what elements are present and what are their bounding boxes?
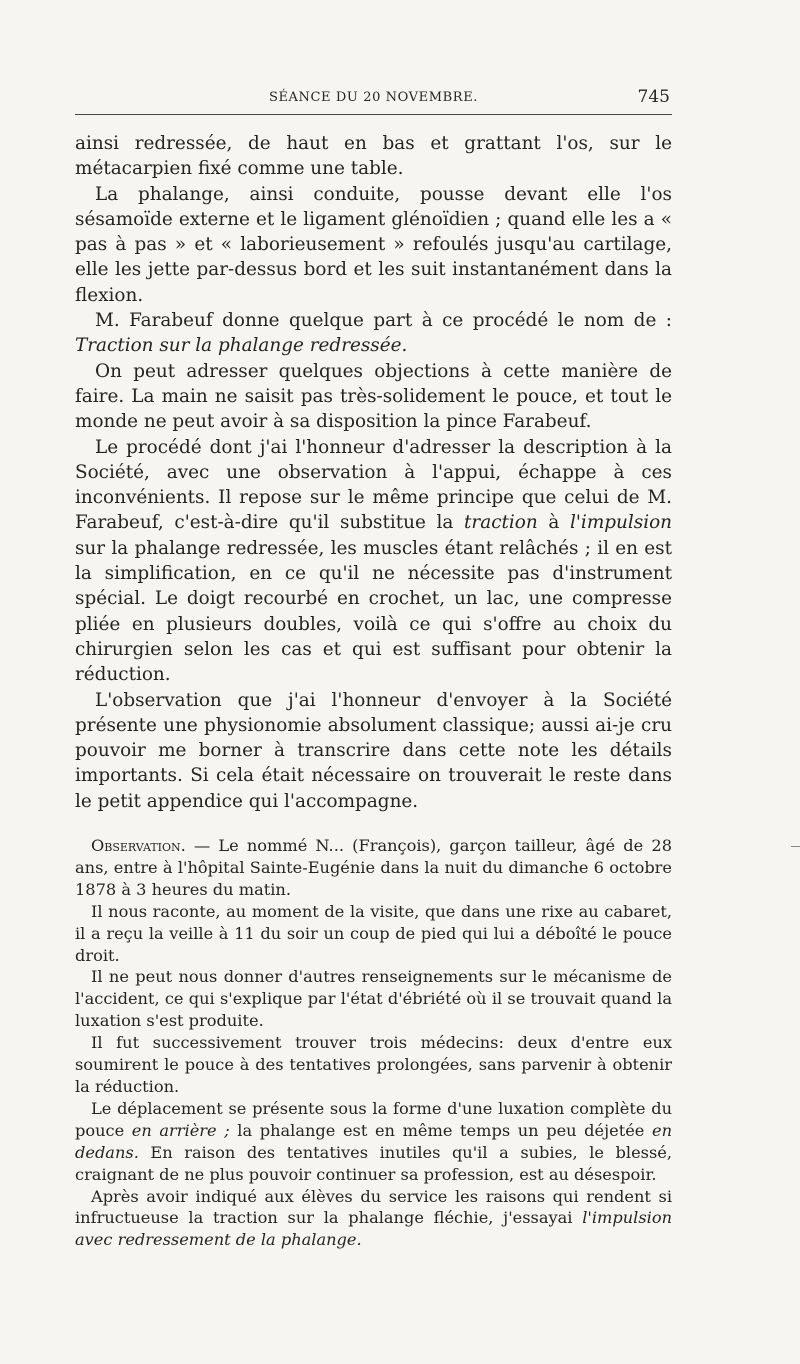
observation-paragraph-6-italic: l'impulsion avec redressement de la phalange. xyxy=(75,1208,672,1250)
document-page xyxy=(75,86,672,1251)
observation-paragraph-1-text: — Le nommé N... (François), garçon tailleur, âgé de 28 ans, entre à l'hôpital Sainte-Eugénie dans la nuit du dimanche 6 octobre 1878 à 3 heures du matin. xyxy=(75,836,672,899)
observation-paragraph-3: Il ne peut nous donner d'autres renseignements sur le mécanisme de l'accident, ce qui s'explique par l'état d'ébriété où il se trouvait quand la luxation s'est produite. xyxy=(75,967,672,1031)
observation-paragraph-5-italic-arriere: en arrière ; xyxy=(131,1120,230,1140)
paragraph-5 xyxy=(75,435,672,688)
paragraph-5-text-b: à xyxy=(537,512,570,534)
observation-paragraph-1 xyxy=(75,835,672,901)
paragraph-5-italic-impulsion: l'impulsion xyxy=(570,512,672,534)
observation-paragraph-2: Il nous raconte, au moment de la visite, que dans une rixe au cabaret, il a reçu la veille à 11 du soir un coup de pied qui lui a déboîté le pouce droit. xyxy=(75,901,672,965)
observation-paragraph-6-text: Après avoir indiqué aux élèves du service les raisons qui rendent si infructueuse la traction sur la phalange fléchie, j'essayai xyxy=(75,1186,672,1228)
observation-paragraph-6 xyxy=(75,1186,672,1252)
paragraph-3-italic: Traction sur la phalange redressée. xyxy=(75,335,408,357)
margin-mark xyxy=(791,846,800,847)
page-number: 745 xyxy=(637,87,670,107)
observation-label: Observation. xyxy=(91,836,186,856)
observation-paragraph-5-text-c: En raison des tentatives inutiles qu'il a subies, le blessé, craignant de ne plus pouvoir continuer sa profession, est au désespoir. xyxy=(75,1142,672,1184)
paragraph-5-text-c: sur la phalange redressée, les muscles étant relâchés ; il en est la simplification, en ce qu'il ne nécessite pas d'instrument spécial. Le doigt recourbé en crochet, un lac, une compresse pliée en plusieurs doubles, voilà ce qui s'offre au choix du chirurgien selon les cas et qui est suffisant pour obtenir la réduction. xyxy=(75,537,672,686)
running-head: SÉANCE DU 20 NOVEMBRE. xyxy=(268,90,479,105)
observation-paragraph-5 xyxy=(75,1098,672,1186)
paragraph-5-italic-traction: traction xyxy=(464,512,538,534)
observation-paragraph-5-text-b: la phalange est en même temps un peu déjetée xyxy=(229,1120,652,1140)
paragraph-6: L'observation que j'ai l'honneur d'envoyer à la Société présente une physionomie absolument classique; aussi ai-je cru pouvoir me borner à transcrire dans cette note les détails importants. Si cela était nécessaire on trouverait le reste dans le petit appendice qui l'accompagne. xyxy=(75,689,672,812)
body-text xyxy=(75,131,672,814)
observation-paragraph-4: Il fut successivement trouver trois médecins: deux d'entre eux soumirent le pouce à des tentatives prolongées, sans parvenir à obtenir la réduction. xyxy=(75,1033,672,1096)
observation-paragraph-5-italic-dedans: en dedans. xyxy=(75,1120,673,1162)
paragraph-3 xyxy=(75,308,672,359)
observation-paragraph-5-text-a: Le déplacement se présente sous la forme d'une luxation complète du pouce xyxy=(75,1098,672,1140)
page-header xyxy=(75,86,672,115)
paragraph-4: On peut adresser quelques objections à cette manière de faire. La main ne saisit pas très-solidement le pouce, et tout le monde ne peut avoir à sa disposition la pince Farabeuf. xyxy=(75,360,672,433)
paragraph-3-text: M. Farabeuf donne quelque part à ce procédé le nom de : xyxy=(95,310,672,332)
paragraph-2: La phalange, ainsi conduite, pousse devant elle l'os sésamoïde externe et le ligament glénoïdien ; quand elle les a « pas à pas » et « laborieusement » refoulés jusqu'au cartilage, elle les jette par-dessus bord et les suit instantanément dans la flexion. xyxy=(75,183,672,306)
observation-section xyxy=(75,835,672,1251)
paragraph-1: ainsi redressée, de haut en bas et grattant l'os, sur le métacarpien fixé comme une table. xyxy=(75,133,672,180)
paragraph-5-text-a: Le procédé dont j'ai l'honneur d'adresser la description à la Société, avec une observation à l'appui, échappe à ces inconvénients. Il repose sur le même principe que celui de M. Farabeuf, c'est-à-dire qu'il substitue la xyxy=(75,436,672,534)
